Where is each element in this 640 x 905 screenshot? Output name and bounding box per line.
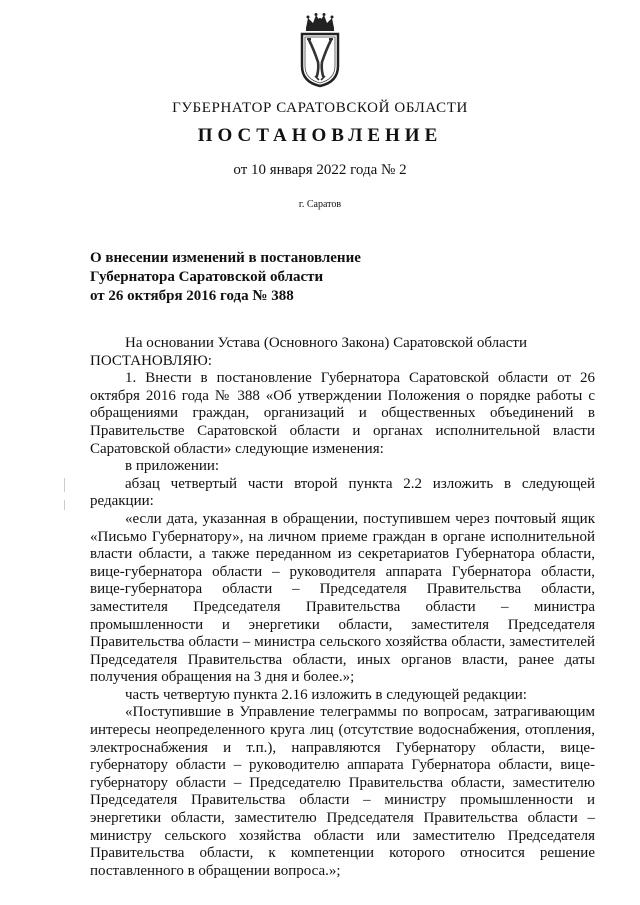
- body-paragraph: «Поступившие в Управление телеграммы по вопросам, затрагивающим интересы неопределенного круга лиц (отсутствие водоснабжения, отопления, электроснабжения и т.п.), направляются Губернатору области, вице-губернатору области – руководителю аппарата Губернатора области, вице-губернатору области – Председателю Правительства области, заместителю Председателя Правительства области – министру промышленности и энергетики области, заместителю Председателя Правительства области – министру сельского хозяйства области или заместителю Председателя Правительства области, к компетенции которого относится решение поставленного в обращении вопроса.»;: [90, 704, 595, 879]
- body-paragraph: часть четвертую пункта 2.16 изложить в следующей редакции:: [125, 686, 527, 703]
- document-date-number: от 10 января 2022 года № 2: [233, 162, 407, 178]
- issuing-authority: ГУБЕРНАТОР САРАТОВСКОЙ ОБЛАСТИ: [172, 100, 468, 116]
- issuing-city: г. Саратов: [298, 199, 342, 210]
- body-paragraph: «если дата, указанная в обращении, поступившем через почтовый ящик «Письмо Губернатору», на личном приеме граждан в органе исполнительной власти области, а также переданном из секретариатов Губернатора области, вице-губернатора области – руководителя аппарата Губернатора области, вице-губернатора области – Председателя Правительства области, заместителя Председателя Правительства области – министра промышленности и энергетики области, заместителя Председателя Правительства области – министра сельского хозяйства области, заместителей Председателя Правительства области, иных органов власти, ранее даты получения обращения на 3 дня и более.»;: [90, 510, 595, 686]
- document-type-heading: ПОСТАНОВЛЕНИЕ: [197, 125, 443, 146]
- body-paragraph: 1. Внести в постановление Губернатора Саратовской области от 26 октября 2016 года № 388 «Об утверждении Положения о порядке работы с обращениями граждан, организаций и общественных объединений в Правительстве Саратовской области и органах исполнительной власти Саратовской области» следующие изменения:: [90, 370, 595, 457]
- coat-of-arms-icon: [296, 12, 344, 88]
- title-line: от 26 октября 2016 года № 388: [90, 288, 294, 304]
- body-paragraph: абзац четвертый части второй пункта 2.2 изложить в следующей редакции:: [90, 475, 595, 510]
- body-paragraph: На основании Устава (Основного Закона) Саратовской области: [125, 335, 528, 351]
- title-line: Губернатора Саратовской области: [90, 269, 324, 285]
- document-title: [90, 249, 361, 306]
- scan-edge-mark: [64, 500, 65, 510]
- body-paragraph-decree: ПОСТАНОВЛЯЮ:: [90, 352, 212, 369]
- document-body: [90, 335, 595, 880]
- body-paragraph: в приложении:: [125, 458, 220, 475]
- scan-edge-mark: [64, 478, 65, 492]
- title-line: О внесении изменений в постановление: [90, 250, 361, 266]
